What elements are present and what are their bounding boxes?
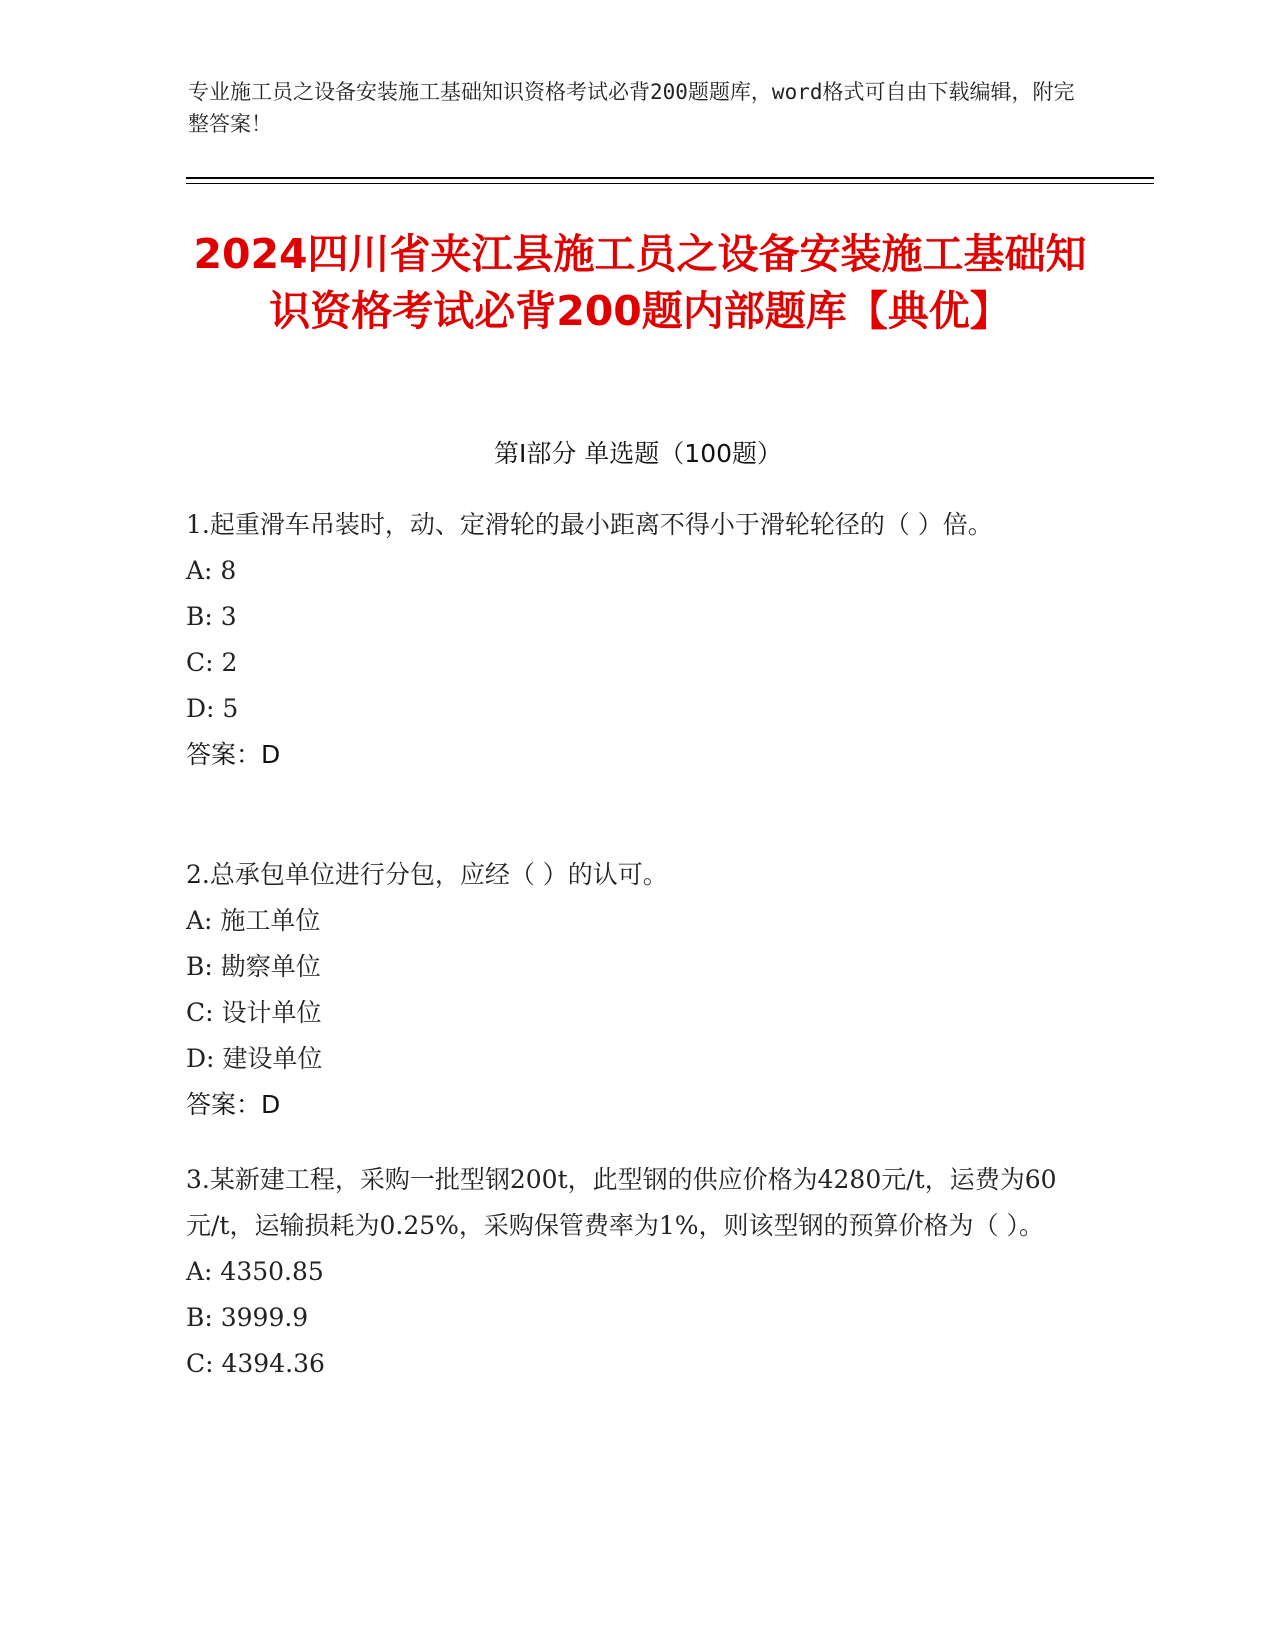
option-b: B: 勘察单位: [186, 952, 321, 981]
header-note: 专业施工员之设备安装施工基础知识资格考试必背200题题库，word格式可自由下载编辑，附完整答案！: [188, 80, 1075, 136]
header-divider-thick: [186, 177, 1154, 179]
question-2: [186, 852, 1066, 1128]
header-divider-thin: [186, 183, 1154, 184]
question-1: [186, 502, 1066, 778]
option-a: A: 8: [186, 556, 237, 585]
option-b: B: 3999.9: [186, 1303, 309, 1332]
question-stem: 2.总承包单位进行分包，应经（ ）的认可。: [186, 860, 668, 889]
option-a: A: 施工单位: [186, 906, 321, 935]
document-title: 2024四川省夹江县施工员之设备安装施工基础知识资格考试必背200题内部题库【典优】: [193, 230, 1087, 335]
option-c: C: 设计单位: [186, 998, 322, 1027]
option-d: D: 5: [186, 694, 239, 723]
option-b: B: 3: [186, 602, 237, 631]
section-title: 第I部分 单选题（100题）: [493, 439, 783, 468]
option-c: C: 2: [186, 648, 238, 677]
question-stem: 3.某新建工程，采购一批型钢200t，此型钢的供应价格为4280元/t，运费为60元/t，运输损耗为0.25%，采购保管费率为1%，则该型钢的预算价格为（ ）。: [186, 1165, 1057, 1240]
option-d: D: 建设单位: [186, 1044, 323, 1073]
answer: 答案：D: [186, 740, 281, 769]
answer: 答案：D: [186, 1090, 281, 1119]
question-stem: 1.起重滑车吊装时，动、定滑轮的最小距离不得小于滑轮轮径的（ ）倍。: [186, 510, 993, 539]
question-3: [186, 1157, 1066, 1387]
option-c: C: 4394.36: [186, 1349, 325, 1378]
option-a: A: 4350.85: [186, 1257, 324, 1286]
